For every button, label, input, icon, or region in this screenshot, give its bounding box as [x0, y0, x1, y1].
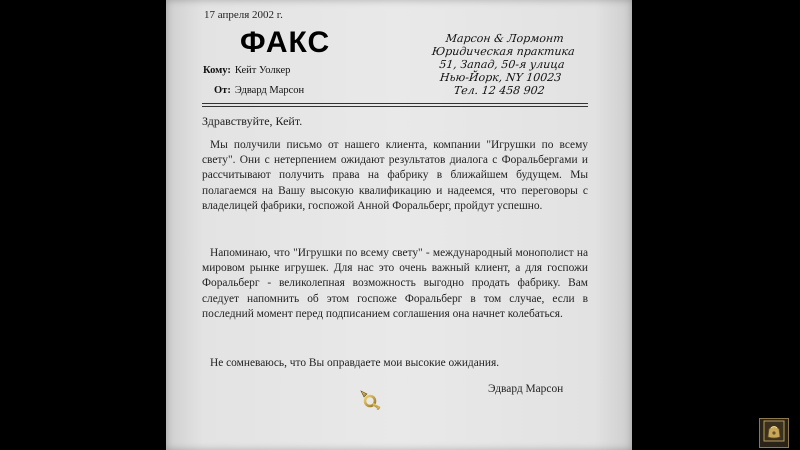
fax-document[interactable] — [166, 0, 632, 450]
header-divider — [202, 103, 588, 104]
to-value: Кейт Уолкер — [234, 65, 291, 76]
fax-sender-row — [214, 85, 304, 96]
from-value: Эдвард Марсон — [234, 85, 305, 96]
inventory-button[interactable] — [759, 418, 789, 448]
fax-recipient-row — [203, 65, 290, 76]
letter-closing: Не сомневаюсь, что Вы оправдаете мои высокие ожидания. — [210, 357, 500, 369]
sender-line-phone: Тел. 12 458 902 — [453, 84, 546, 97]
sender-line-firm: Марсон & Лормонт — [445, 32, 565, 45]
sender-line-practice: Юридическая практика — [431, 45, 576, 58]
key-cursor-icon — [358, 388, 384, 415]
letter-signature: Эдвард Марсон — [488, 383, 564, 395]
sender-line-street: 51, Запад, 50-я улица — [438, 58, 566, 71]
fax-date: 17 апреля 2002 г. — [204, 9, 283, 21]
letter-paragraph-2: Напоминаю, что "Игрушки по всему свету" - международный монополист на мировом рынке игрушек. Для нас это очень важный клиент, а для госпожи Форальберг - великолепная возможность выгодно продать фабрику. Вам следует напомнить об этом госпоже Форальберг в том случае, если в последний момент перед подписанием соглашения она начнет колебаться. — [202, 247, 588, 320]
sender-line-city: Нью-Йорк, NY 10023 — [439, 71, 562, 84]
header-divider — [202, 106, 588, 107]
fax-title: ФАКС — [240, 26, 331, 59]
to-label: Кому: — [203, 65, 231, 76]
from-label: От: — [214, 85, 231, 96]
sender-letterhead — [413, 32, 592, 97]
letter-paragraph-1: Мы получили письмо от нашего клиента, компании "Игрушки по всему свету". Они с нетерпением ожидают результатов диалога с Форальбергами и рассчитывают получить права на фабрику в ближайшем будущем. Мы полагаемся на Вашу высокую квалификацию и надеемся, что переговоры с владелицей фабрики, госпожой Анной Форальберг, пройдут успешно. — [202, 139, 588, 212]
inventory-bag-icon — [763, 420, 785, 447]
letter-greeting: Здравствуйте, Кейт. — [202, 114, 303, 128]
